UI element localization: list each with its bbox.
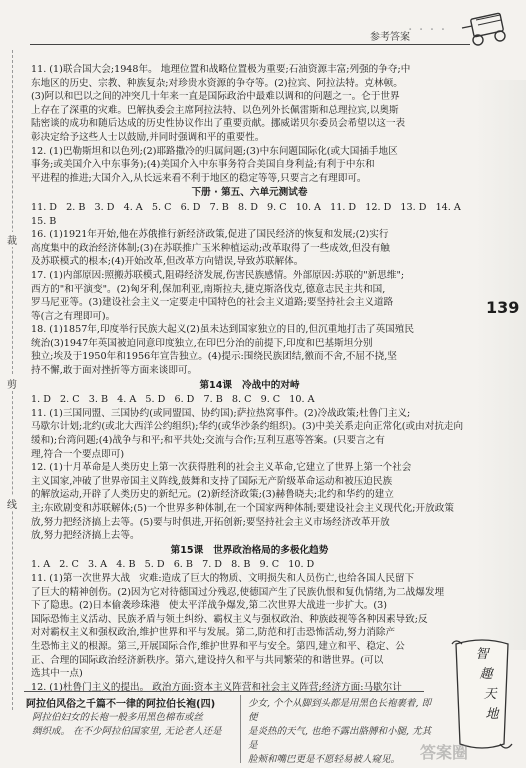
- scroll-char: 趣: [479, 667, 493, 682]
- section-heading: 第15课 世界政治格局的多极化趋势: [170, 544, 329, 556]
- scroll-badge: [442, 636, 522, 756]
- answer-line: (3)阿以和巴以之间的冲突几十年来一直是国际政治中最难以调和的问题之一。仑于世界: [31, 91, 400, 103]
- culture-note-title: 阿拉伯风俗之千篇不一律的阿拉伯长袍(四): [26, 699, 216, 710]
- answer-line: 了巨大的精神创伤。(2)因为它对待德国过分残忍,使德国产生了民族仇恨和复仇情绪,为二战爆发埋: [31, 586, 445, 598]
- culture-note-left-text: 阿拉伯妇女的长袍一般多用黑色棉布或丝 绸织成。 在不少阿拉伯国家里, 无论老人还是: [32, 712, 222, 737]
- page-header: [0, 0, 526, 60]
- answer-line: 11. (1)联合国大会;1948年。 地理位置和战略位置极为重要;石油资源丰富;列强的争夺;中: [31, 64, 411, 75]
- watermark: 答案圈: [420, 743, 469, 762]
- cut-mark: 线: [4, 496, 20, 511]
- section-heading: 第14课 冷战中的对峙: [199, 379, 300, 391]
- page-number: 139: [486, 298, 520, 317]
- answer-line: 马歇尔计划;北约(或北大西洋公约组织);华约(或华沙条约组织)。(3)中美关系走向正常化(或由对抗走向: [31, 421, 464, 433]
- cut-mark: 裁: [4, 232, 20, 247]
- answer-line: 生恐怖主义的根源。第三,开展国际合作,维护世界和平与安全。第四,建立和平、稳定、公: [31, 640, 405, 652]
- answer-line: 等(言之有理即可)。: [31, 310, 116, 322]
- cut-mark: 剪: [4, 376, 20, 391]
- answer-line: 理,符合一个要点即可): [31, 448, 125, 460]
- bottom-rule: [24, 691, 424, 692]
- answer-line: 1. D 2. C 3. B 4. A 5. D 6. D 7. B 8. C 9. C 10. A: [31, 394, 315, 406]
- scroll-char: 智: [475, 647, 489, 662]
- answer-line: 事务;或美国介入中东事务);(4)美国介入中东事务符合美国自身利益;有利于中东和: [31, 159, 375, 171]
- answer-line: 放,努力把经济搞上去等。: [31, 530, 140, 542]
- header-title: 参考答案: [370, 32, 410, 43]
- answer-line: 西方的"和平演变"。(2)匈牙利,保加利亚,南斯拉夫,捷克斯洛伐克,德意志民主共和国,: [31, 283, 386, 295]
- answer-line: 放,努力把经济搞上去等。(5)要与时俱进,开拓创新;要坚持社会主义市场经济改革开放: [31, 516, 390, 528]
- answer-line: 12. (1)巴勒斯坦和以色列;(2)耶路撒冷的归属问题;(3)中东问题国际化(或大国插手地区: [31, 145, 398, 157]
- answer-line: 高度集中的政治经济体制;(3)在苏联推广玉米种植运动;改革取得了一些成效,但没有触: [31, 242, 390, 254]
- answer-line: 下了隐患。(2)日本偷袭珍珠港 使太平洋战争爆发,第二次世界大战进一步扩大。(3): [31, 600, 387, 612]
- culture-note-box: [26, 695, 436, 765]
- answer-line: 彰决定给予这些人士以鼓励,并同时强调和平的重要性。: [31, 131, 265, 143]
- answer-line: 16. (1)1921年开始,他在苏俄推行新经济政策,促进了国民经济的恢复和发展;(2)实行: [31, 229, 389, 241]
- answer-line: 17. (1)内部原因:照搬苏联模式,阻碍经济发展,伤害民族感情。外部原因:苏联的"新思维";: [31, 269, 405, 281]
- section-heading: 下册 · 第五、六单元测试卷: [191, 187, 308, 199]
- answer-line: 东地区的历史、宗教、种族复杂;对珍贵水资源的争夺等。(2)拉宾、阿拉法特。克林顿。: [31, 77, 403, 89]
- answer-line: 罗马尼亚等。(3)建设社会主义一定要走中国特色的社会主义道路;要坚持社会主义道路: [31, 297, 394, 309]
- answer-line: 15. B: [31, 215, 57, 227]
- header-rule: [30, 44, 470, 45]
- answer-line: 11. (1)第一次世界大战 灾难:造成了巨大的物质、文明损失和人员伤亡,也给各国人民留下: [31, 572, 415, 584]
- answer-line: 正、合理的国际政治经济新秩序。第六,建设持久和平与共同繁荣的和谐世界。(可以: [31, 654, 384, 666]
- answer-line: 选其中一点): [31, 668, 83, 680]
- answer-line: 18. (1)1857年,印度举行民族大起义(2)虽未达到国家独立的目的,但沉重地打击了英国殖民: [31, 324, 414, 336]
- answer-content: [31, 63, 468, 694]
- answer-line: 主义国家,冲破了世界帝国主义阵线,鼓舞和支持了国际无产阶级革命运动和被压迫民族: [31, 475, 393, 487]
- answer-line: 上存在了深重的灾难。巴解执委会主席阿拉法特、以色列外长佩雷斯和总理拉宾,以奥斯: [31, 104, 399, 116]
- scroll-char: 天: [483, 687, 497, 702]
- answer-line: 12. (1)杜鲁门主义的提出。 政治方面:资本主义阵营和社会主义阵营;经济方面:马歇尔计: [31, 681, 402, 693]
- answer-line: 主;东欧剧变和苏联解体;(5)一个世界多种体制,在一个国家两种体制;要建设社会主义现代化;开放政策: [31, 503, 454, 514]
- answer-line: 12. (1)十月革命是人类历史上第一次获得胜利的社会主义革命,它建立了世界上第一个社会: [31, 462, 412, 474]
- cart-illustration-icon: [458, 6, 516, 48]
- answer-line: 对对霸权主义和强权政治,维护世界和平与发展。第二,防范和打击恐怖活动,努力消除产: [31, 627, 396, 639]
- answer-line: 统治(3)1947年英国被迫同意印度独立,在印巴分治的前提下,印度和巴基斯坦分别: [31, 337, 373, 349]
- scroll-char: 地: [485, 707, 499, 722]
- answer-line: 国际恐怖主义活动、民族矛盾与领土纠纷、霸权主义与强权政治、种族歧视等各种因素导致;反: [31, 613, 428, 625]
- answer-line: 平进程的推进;大国介入,从长远来看不利于地区的稳定等等,只要言之有理即可。: [31, 172, 367, 184]
- answer-line: 持不懈,敢于面对挫折等方面来谈即可。: [31, 365, 198, 377]
- header-dots: · · · ·: [408, 22, 447, 38]
- answer-line: 独立;埃及于1950年和1956年宣告独立。(4)提示:围绕民族团结,徼而不舍,不屈不挠,坚: [31, 351, 397, 363]
- culture-note-right-text: 少女, 个个从脚到头都是用黑色长袍裹着, 即便 是炎热的天气, 也绝不露出胳膊和小腿, 尤其是 脸颊和嘴巴更是不愿轻易被人窥见。: [248, 698, 432, 765]
- answer-line: 11. D 2. B 3. D 4. A 5. C 6. D 7. B 8. D 9. C 10. A 11. D 12. D 13. D 14. A: [31, 201, 461, 213]
- sidebar-shade: [474, 80, 526, 650]
- answer-line: 及苏联模式的根本;(4)开始改革,但改革方向错误,导致苏联解体。: [31, 256, 304, 268]
- answer-line: 的解放运动,开辟了人类历史的新纪元。(2)新经济政策;(3)赫鲁晓夫;北约和华约的建立: [31, 489, 394, 501]
- answer-line: 1. A 2. C 3. A 4. B 5. D 6. B 7. D 8. B 9. C 10. D: [31, 559, 315, 571]
- answer-line: 缓和);台湾问题;(4)战争与和平;和平共处;交流与合作;互利互惠等答案。(只要言之有: [31, 435, 385, 447]
- column-divider: [240, 695, 241, 763]
- answer-line: 11. (1)三国同盟、三国协约(或同盟国、协约国);萨拉热窝事件。(2)冷战政策;杜鲁门主义;: [31, 407, 411, 419]
- answer-line: 陆密谈的成功和随后达成的历史性协议作出了重要贡献。挪威诺贝尔委员会希望以这一表: [31, 118, 406, 130]
